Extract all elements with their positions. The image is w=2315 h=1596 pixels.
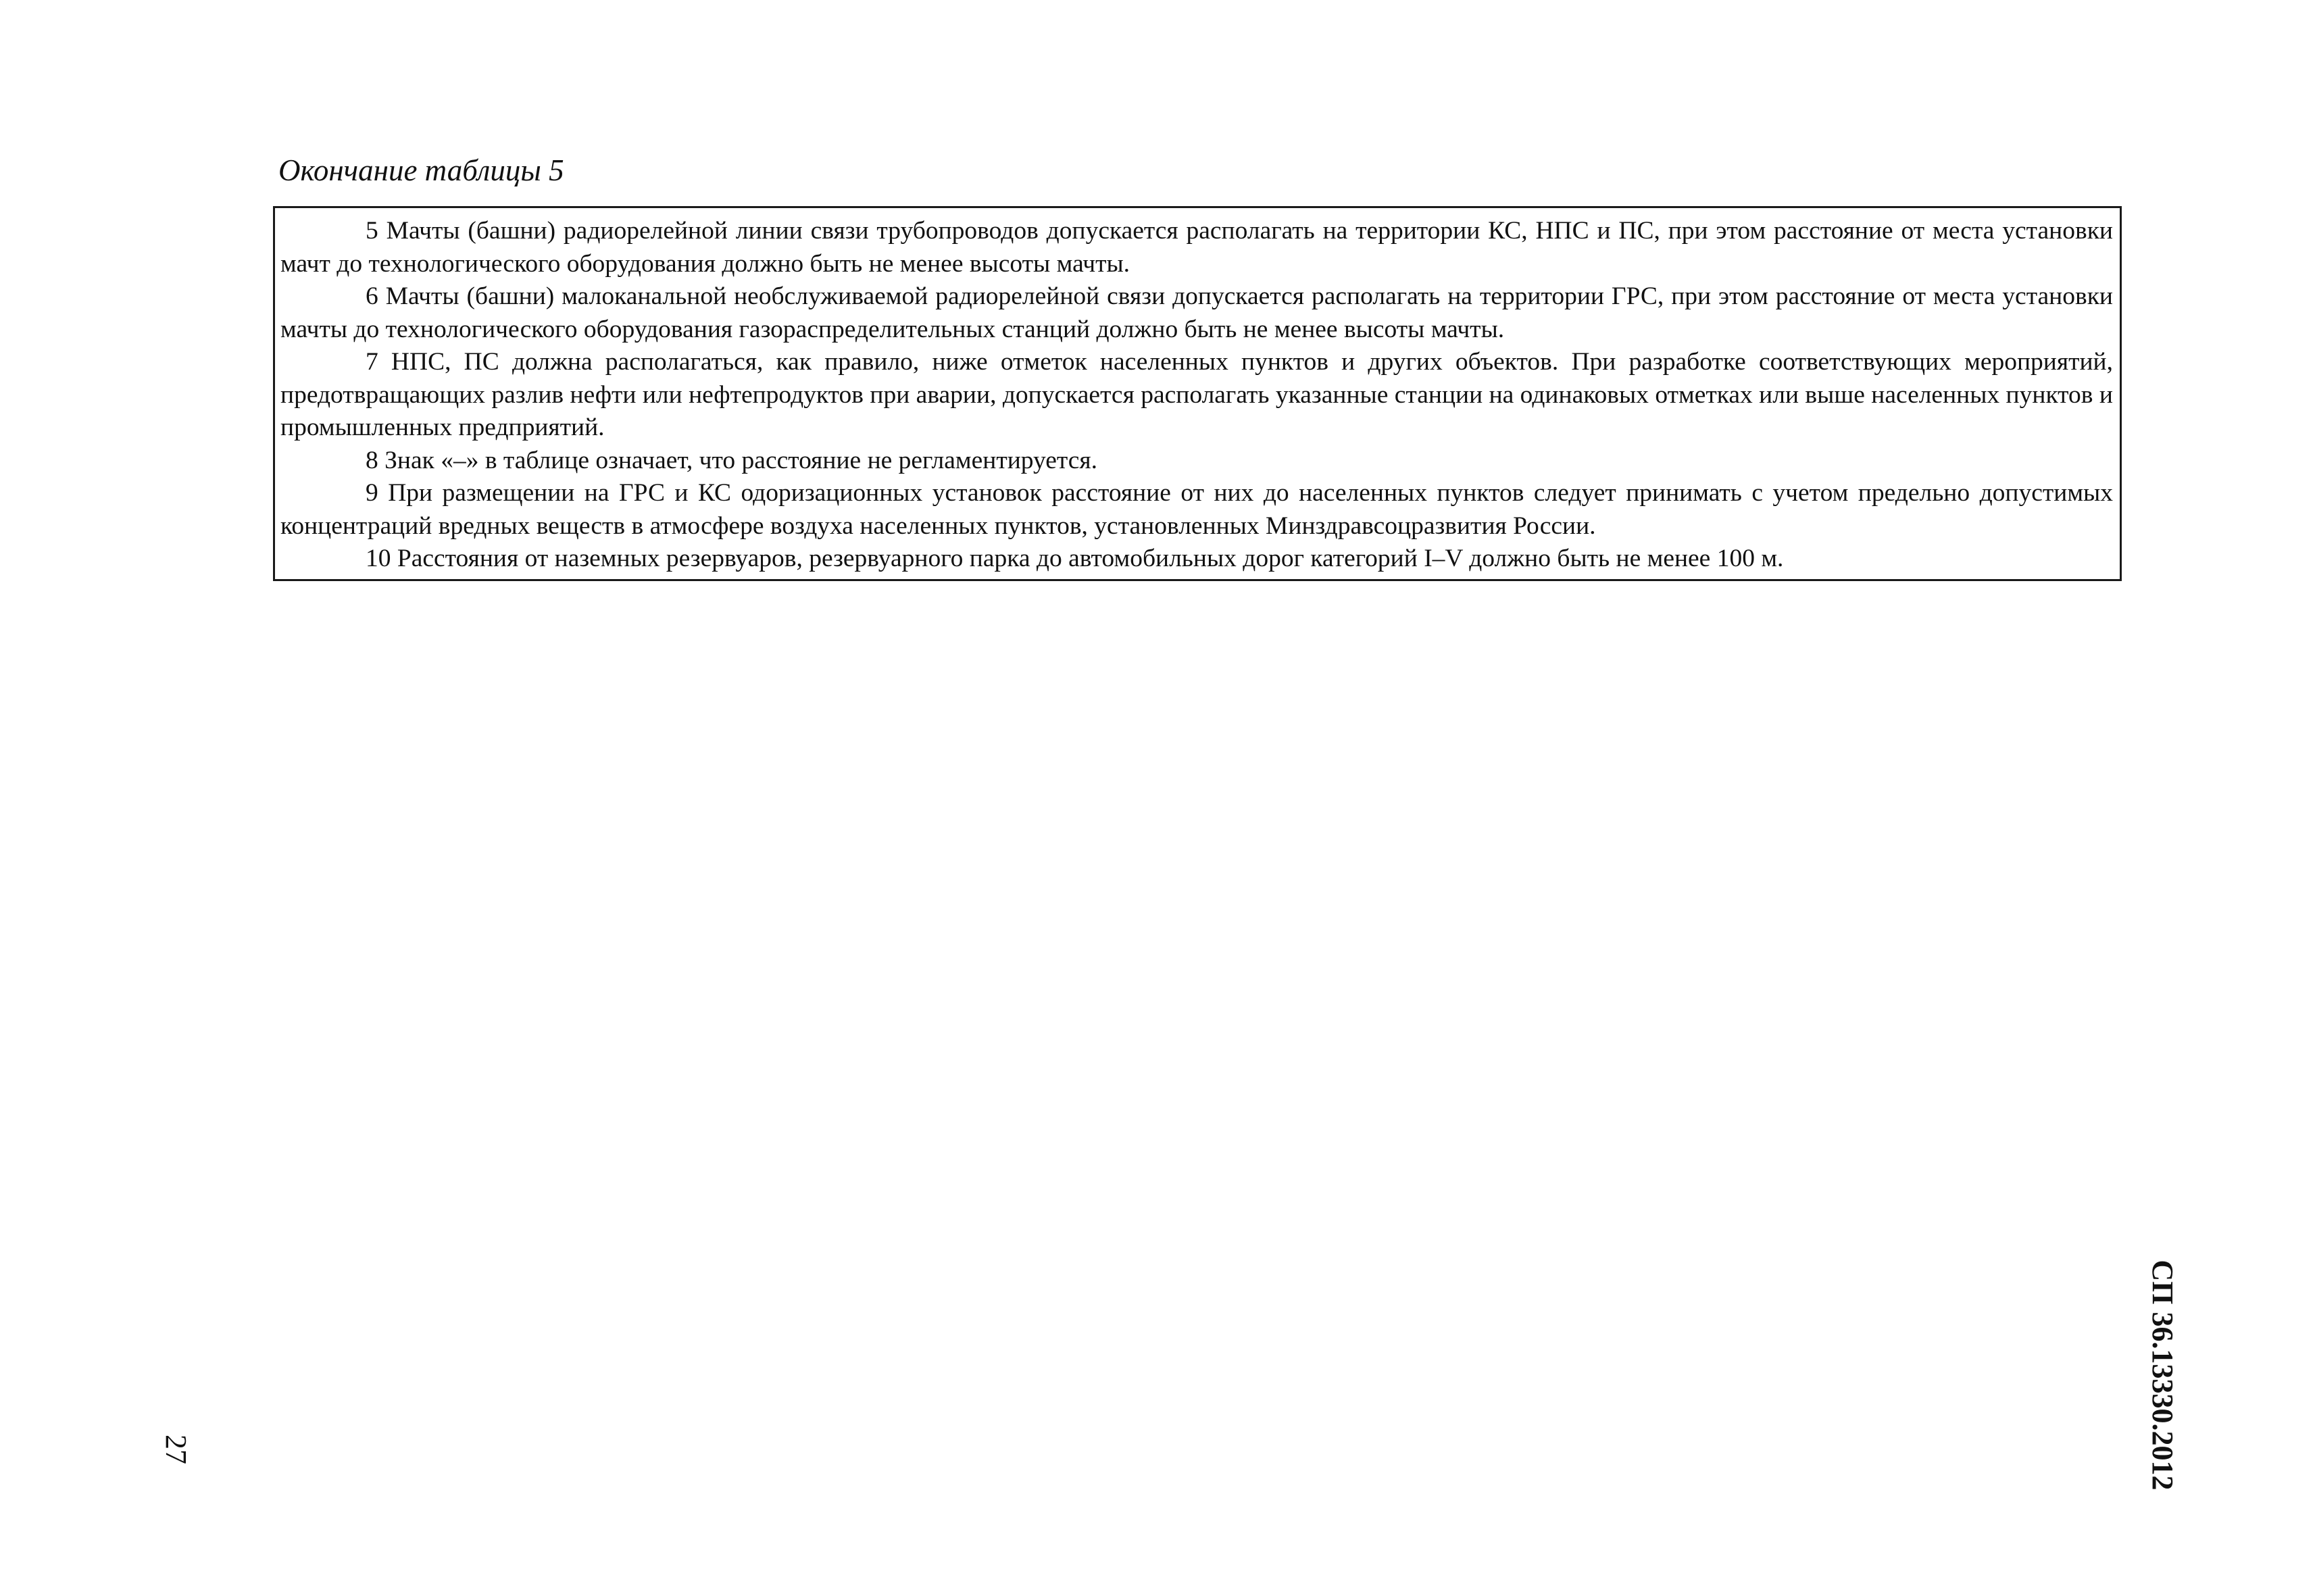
table-notes-box bbox=[273, 206, 2122, 581]
note-6: 6 Мачты (башни) малоканальной необслуживаемой радиорелейной связи допускается располагать на территории ГРС, при этом расстояние от места установки мачты до технологического оборудования газораспределительных станций должно быть не менее высоты мачты. bbox=[280, 282, 2113, 343]
note-10: 10 Расстояния от наземных резервуаров, резервуарного парка до автомобильных дорог категорий I–V должно быть не менее 100 м. bbox=[366, 545, 1784, 572]
note-7: 7 НПС, ПС должна располагаться, как правило, ниже отметок населенных пунктов и других объектов. При разработке соответствующих мероприятий, предотвращающих разлив нефти или нефтепродуктов при аварии, допускается располагать указанные станции на одинаковых отметках или выше населенных пунктов и промышленных предприятий. bbox=[280, 348, 2113, 441]
standard-code: СП 36.13330.2012 bbox=[2146, 1260, 2179, 1491]
page-number: 27 bbox=[159, 1435, 193, 1464]
table-continuation-caption: Окончание таблицы 5 bbox=[278, 153, 564, 187]
note-9: 9 При размещении на ГРС и КС одоризационных установок расстояние от них до населенных пунктов следует принимать с учетом предельно допустимых концентраций вредных веществ в атмосфере воздуха населенных пунктов, установленных Минздравсоцразвития России. bbox=[280, 479, 2113, 540]
note-8: 8 Знак «–» в таблице означает, что расстояние не регламентируется. bbox=[366, 446, 1098, 474]
note-5: 5 Мачты (башни) радиорелейной линии связи трубопроводов допускается располагать на территории КС, НПС и ПС, при этом расстояние от места установки мачт до технологического оборудования должно быть не менее высоты мачты. bbox=[280, 217, 2113, 278]
